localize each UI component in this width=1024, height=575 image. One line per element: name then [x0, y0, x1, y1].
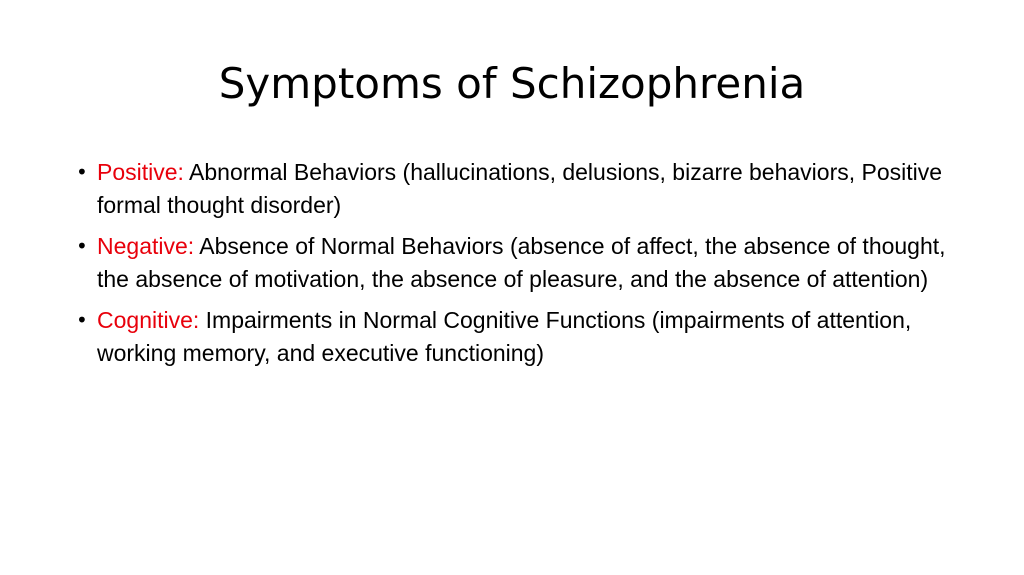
bullet-text: Impairments in Normal Cognitive Functions (impairments of attention, working memory, and executive functioning)	[97, 307, 912, 366]
bullet-icon: •	[76, 234, 88, 258]
bullet-icon: •	[76, 160, 88, 184]
bullet-term: Cognitive:	[97, 307, 206, 333]
bullet-list	[76, 156, 956, 378]
bullet-term: Positive:	[97, 159, 190, 185]
bullet-item-cognitive	[76, 304, 956, 370]
bullet-text: Abnormal Behaviors (hallucinations, delusions, bizarre behaviors, Positive formal thought disorder)	[97, 159, 943, 218]
bullet-icon: •	[76, 308, 88, 332]
slide-title: Symptoms of Schizophrenia	[218, 59, 806, 108]
bullet-text: Absence of Normal Behaviors (absence of affect, the absence of thought, the absence of motivation, the absence of pleasure, and the absence of attention)	[97, 233, 946, 292]
bullet-term: Negative:	[97, 233, 200, 259]
bullet-item-negative	[76, 230, 956, 296]
bullet-item-positive	[76, 156, 956, 222]
